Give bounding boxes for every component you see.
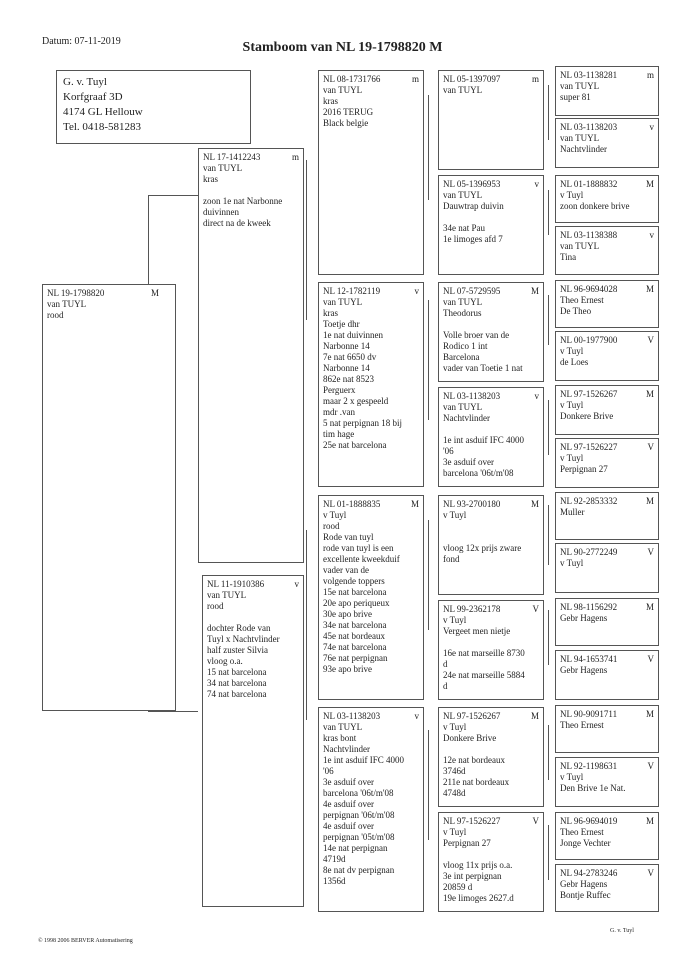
sex-label: V <box>532 604 539 614</box>
pigeon-card-fm <box>318 282 424 487</box>
sex-label: V <box>647 335 654 345</box>
pigeon-card-g3-7 <box>438 707 544 807</box>
pigeon-card-g4-7 <box>555 385 659 435</box>
connector <box>428 300 429 420</box>
card-text: v Tuyl Perpignan 27 <box>560 453 608 474</box>
sex-label: V <box>647 761 654 771</box>
pigeon-card-mf <box>318 495 424 700</box>
ring-number: NL 11-1910386 <box>207 579 265 589</box>
ring-number: NL 96-9694028 <box>560 284 618 294</box>
card-text: van TUYL rood dochter Rode van Tuyl x Nachtvlinder half zuster Silvia vloog o.a. 15 nat barcelona 34 nat barcelona 74 nat barcelona <box>207 590 280 699</box>
ring-number: NL 92-2853332 <box>560 496 618 506</box>
card-text: van TUYL Dauwtrap duivin 34e nat Pau 1e limoges afd 7 <box>443 190 504 244</box>
ring-number: NL 98-1156292 <box>560 602 618 612</box>
ring-number: NL 94-1653741 <box>560 654 618 664</box>
connector <box>306 160 307 320</box>
card-text: v Tuyl Vergeet men nietje 16e nat marseille 8730 d 24e nat marseille 5884 d <box>443 615 525 691</box>
pigeon-card-g4-3 <box>555 175 659 223</box>
sex-label: V <box>532 816 539 826</box>
connector <box>548 610 549 665</box>
card-text: van TUYL <box>443 85 483 95</box>
sex-label: M <box>645 816 654 826</box>
pigeon-card-g4-6 <box>555 331 659 381</box>
pigeon-card-g4-12 <box>555 650 659 700</box>
card-text: v Tuyl vloog 12x prijs zware fond <box>443 510 522 564</box>
sex-label: M <box>645 496 654 506</box>
card-text: v Tuyl Donkere Brive 12e nat bordeaux 3746d 211e nat bordeaux 4748d <box>443 722 510 798</box>
ring-number: NL 01-1888832 <box>560 179 618 189</box>
pigeon-card-g4-5 <box>555 280 659 328</box>
card-text: van TUYL kras zoon 1e nat Narbonne duivinnen direct na de kweek <box>203 163 283 228</box>
sex-label: v <box>414 286 419 296</box>
sex-label: v <box>414 711 419 721</box>
pigeon-card-g3-5 <box>438 495 544 595</box>
pigeon-card-g3-3 <box>438 282 544 382</box>
pigeon-card-g3-2 <box>438 175 544 275</box>
card-text: van TUYL Theodorus Volle broer van de Rodico 1 int Barcelona vader van Toetie 1 nat <box>443 297 523 373</box>
pigeon-card-g4-2 <box>555 118 659 168</box>
ring-number: NL 19-1798820 <box>47 288 105 298</box>
owner-name: G. v. Tuyl <box>63 76 107 88</box>
ring-number: NL 97-1526267 <box>560 389 618 399</box>
connector <box>148 711 198 712</box>
sex-label: v <box>534 391 539 401</box>
ring-number: NL 05-1397097 <box>443 74 501 84</box>
pigeon-card-g3-1 <box>438 70 544 170</box>
owner-box <box>56 70 251 144</box>
ring-number: NL 93-2700180 <box>443 499 501 509</box>
card-text: v Tuyl Donkere Brive <box>560 400 614 421</box>
sex-label: m <box>646 70 654 80</box>
connector <box>548 295 549 345</box>
connector <box>548 725 549 780</box>
footer-name: G. v. Tuyl <box>610 928 634 934</box>
card-text: Gebr Hagens <box>560 613 608 623</box>
pigeon-card-g3-8 <box>438 812 544 912</box>
card-text: v Tuyl rood Rode van tuyl rode van tuyl is een excellente kweekduif vader van de volgende toppers 15e nat barcelona 20e apo periqueux 30e apo brive 34e nat barcelona 45e nat bordeaux 74e nat barcelona 76e nat perpignan 93e apo brive <box>323 510 400 674</box>
card-text: v Tuyl <box>560 558 584 568</box>
pigeon-card-mother <box>202 575 304 907</box>
sex-label: M <box>530 499 539 509</box>
owner-city: 4174 GL Hellouw <box>63 106 143 118</box>
card-text: Muller <box>560 507 585 517</box>
sex-label: M <box>645 602 654 612</box>
ring-number: NL 03-1138203 <box>560 122 618 132</box>
connector <box>428 520 429 630</box>
card-text: Gebr Hagens <box>560 665 608 675</box>
ring-number: NL 99-2362178 <box>443 604 501 614</box>
ring-number: NL 03-1138203 <box>323 711 381 721</box>
pigeon-card-subject <box>42 284 176 711</box>
datum: Datum: 07-11-2019 <box>42 36 121 47</box>
pigeon-card-ff <box>318 70 424 275</box>
ring-number: NL 17-1412243 <box>203 152 261 162</box>
ring-number: NL 94-2783246 <box>560 868 618 878</box>
card-text: van TUYL kras 2016 TERUG Black belgie <box>323 85 374 128</box>
connector <box>428 95 429 200</box>
pigeon-card-g4-1 <box>555 66 659 116</box>
ring-number: NL 08-1731766 <box>323 74 381 84</box>
card-text: v Tuyl Perpignan 27 vloog 11x prijs o.a. 3e int perpignan 20859 d 19e limoges 2627.d <box>443 827 514 903</box>
ring-number: NL 97-1526267 <box>443 711 501 721</box>
sex-label: M <box>645 179 654 189</box>
ring-number: NL 90-2772249 <box>560 547 618 557</box>
ring-number: NL 97-1526227 <box>443 816 501 826</box>
footer-copyright: © 1998 2006 BERVER Automatisering <box>38 938 133 944</box>
ring-number: NL 92-1198631 <box>560 761 618 771</box>
sex-label: M <box>410 499 419 509</box>
sex-label: M <box>530 711 539 721</box>
owner-street: Korfgraaf 3D <box>63 91 123 103</box>
card-text: v Tuyl zoon donkere brive <box>560 190 630 211</box>
card-text: v Tuyl de Loes <box>560 346 589 367</box>
card-text: Theo Ernest De Theo <box>560 295 604 316</box>
card-text: van TUYL kras bont Nachtvlinder 1e int asduif IFC 4000 '06 3e asduif over barcelona '06t/m'08 4e asduif over perpignan '06t/m'08 4e asduif over perpignan '05t/m'08 14e nat perpignan 4719d 8e nat dv perpignan 1356d <box>323 722 404 886</box>
pigeon-card-g4-13 <box>555 705 659 753</box>
ring-number: NL 96-9694019 <box>560 816 618 826</box>
pigeon-card-g4-16 <box>555 864 659 912</box>
sex-label: v <box>649 230 654 240</box>
pigeon-card-g3-4 <box>438 387 544 487</box>
pigeon-card-g3-6 <box>438 600 544 700</box>
card-text: Theo Ernest <box>560 720 604 730</box>
sex-label: v <box>294 579 299 589</box>
card-text: Gebr Hagens Bontje Ruffec <box>560 879 611 900</box>
connector <box>548 400 549 455</box>
sex-label: M <box>645 389 654 399</box>
card-text: Theo Ernest Jonge Vechter <box>560 827 611 848</box>
ring-number: NL 00-1977900 <box>560 335 618 345</box>
ring-number: NL 97-1526227 <box>560 442 618 452</box>
ring-number: NL 05-1396953 <box>443 179 501 189</box>
sex-label: V <box>647 868 654 878</box>
card-text: van TUYL kras Toetje dhr 1e nat duivinnen Narbonne 14 7e nat 6650 dv Narbonne 14 862e nat 8523 Perguerx maar 2 x gespeeld mdr .van 5 nat perpignan 18 bij tim hage 25e nat barcelona <box>323 297 402 450</box>
sex-label: v <box>649 122 654 132</box>
pigeon-card-g4-14 <box>555 757 659 807</box>
card-text: van TUYL Tina <box>560 241 600 262</box>
connector <box>548 85 549 140</box>
pigeon-card-father <box>198 148 304 563</box>
card-text: van TUYL Nachtvlinder <box>560 133 607 154</box>
pigeon-card-g4-15 <box>555 812 659 860</box>
sex-label: V <box>647 442 654 452</box>
pigeon-card-g4-9 <box>555 492 659 540</box>
pigeon-card-g4-8 <box>555 438 659 488</box>
page-title: Stamboom van NL 19-1798820 M <box>242 40 443 55</box>
sex-label: M <box>645 709 654 719</box>
sex-label: M <box>645 284 654 294</box>
sex-label: V <box>647 547 654 557</box>
ring-number: NL 03-1138281 <box>560 70 618 80</box>
sex-label: V <box>647 654 654 664</box>
connector <box>148 195 198 196</box>
card-text: van TUYL rood <box>47 299 87 320</box>
pigeon-card-mm <box>318 707 424 912</box>
connector <box>306 530 307 720</box>
ring-number: NL 03-1138203 <box>443 391 501 401</box>
pigeon-card-g4-10 <box>555 543 659 593</box>
ring-number: NL 07-5729595 <box>443 286 501 296</box>
sex-label: m <box>291 152 299 162</box>
pigeon-card-g4-11 <box>555 598 659 646</box>
sex-label: M <box>530 286 539 296</box>
connector <box>548 190 549 235</box>
sex-label: m <box>531 74 539 84</box>
ring-number: NL 01-1888835 <box>323 499 381 509</box>
sex-label: m <box>411 74 419 84</box>
sex-label: M <box>150 288 159 298</box>
ring-number: NL 12-1782119 <box>323 286 381 296</box>
connector <box>548 825 549 880</box>
card-text: v Tuyl Den Brive 1e Nat. <box>560 772 626 793</box>
pigeon-card-g4-4 <box>555 226 659 275</box>
owner-tel: Tel. 0418-581283 <box>63 121 142 133</box>
card-text: van TUYL super 81 <box>560 81 600 102</box>
card-text: van TUYL Nachtvlinder 1e int asduif IFC 4000 '06 3e asduif over barcelona '06t/m'08 <box>443 402 524 478</box>
connector <box>548 505 549 565</box>
ring-number: NL 90-9091711 <box>560 709 618 719</box>
ring-number: NL 03-1138388 <box>560 230 618 240</box>
connector <box>428 730 429 840</box>
sex-label: v <box>534 179 539 189</box>
